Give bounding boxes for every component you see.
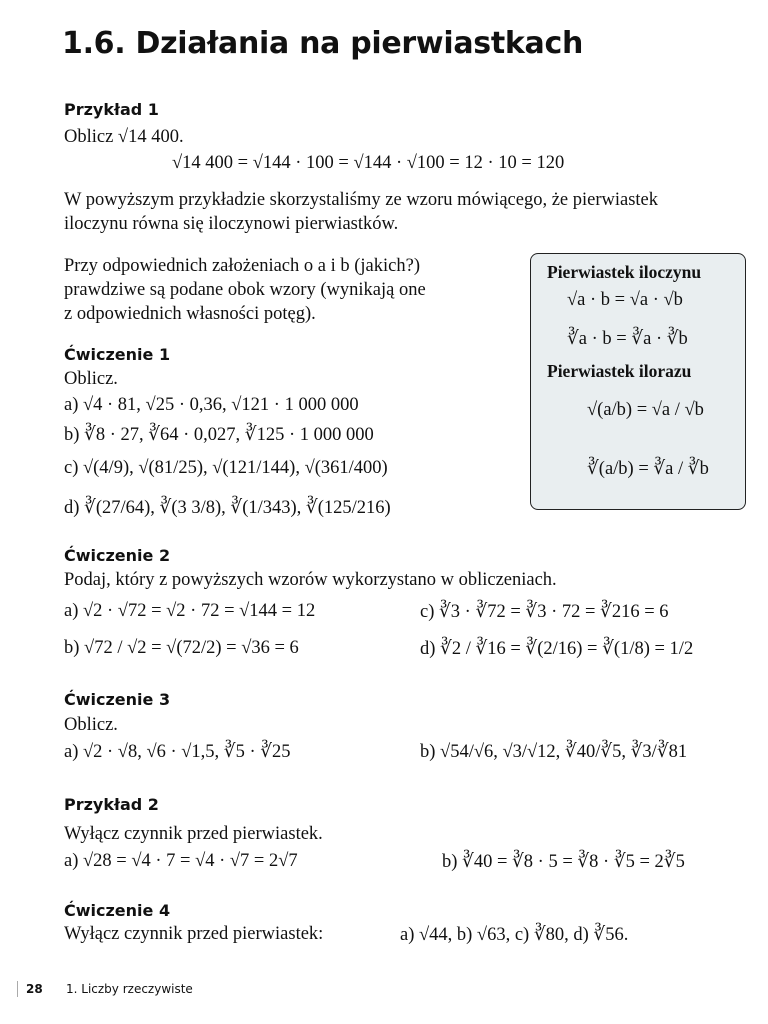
example-2-item: a) √28 = √4 · 7 = √4 · √7 = 2√7 (64, 851, 298, 871)
example-1-equation: √14 400 = √144 · 100 = √144 · √100 = 12 · 10 = 120 (172, 153, 565, 173)
footer-divider (17, 981, 18, 997)
exercise-4-items: a) √44, b) √63, c) ∛80, d) ∛56. (400, 925, 629, 945)
exercise-3-item: b) √54/√6, √3/√12, ∛40/∛5, ∛3/∛81 (420, 742, 688, 762)
section-title: 1.6. Działania na pierwiastkach (62, 26, 584, 61)
example-1-text-line: Przy odpowiednich założeniach o a i b (jakich?) (64, 256, 420, 276)
chapter-label: 1. Liczby rzeczywiste (66, 982, 193, 996)
page-number: 28 (26, 982, 43, 996)
exercise-1-item: d) ∛(27/64), ∛(3 3/8), ∛(1/343), ∛(125/216) (64, 498, 391, 518)
formula-product-cbrt: ∛a · b = ∛a · ∛b (567, 329, 688, 349)
exercise-2-item: c) ∛3 · ∛72 = ∛3 · 72 = ∛216 = 6 (420, 602, 669, 622)
example-1-text-line: prawdziwe są podane obok wzory (wynikają one (64, 280, 426, 300)
exercise-2-heading: Ćwiczenie 2 (64, 546, 171, 565)
exercise-1-item: b) ∛8 · 27, ∛64 · 0,027, ∛125 · 1 000 000 (64, 425, 374, 445)
exercise-1-item: a) √4 · 81, √25 · 0,36, √121 · 1 000 000 (64, 395, 359, 415)
exercise-1-heading: Ćwiczenie 1 (64, 345, 171, 364)
exercise-4-heading: Ćwiczenie 4 (64, 901, 171, 920)
exercise-2-item: b) √72 / √2 = √(72/2) = √36 = 6 (64, 638, 299, 658)
exercise-3-prompt: Oblicz. (64, 715, 118, 735)
exercise-4-prompt: Wyłącz czynnik przed pierwiastek: (64, 924, 324, 944)
exercise-2-item: d) ∛2 / ∛16 = ∛(2/16) = ∛(1/8) = 1/2 (420, 639, 694, 659)
exercise-3-heading: Ćwiczenie 3 (64, 690, 171, 709)
exercise-3-item: a) √2 · √8, √6 · √1,5, ∛5 · ∛25 (64, 742, 291, 762)
example-1-prompt: Oblicz √14 400. (64, 127, 184, 147)
example-1-text-line: iloczynu równa się iloczynowi pierwiastków. (64, 214, 399, 234)
formula-box-product-heading: Pierwiastek iloczynu (547, 262, 702, 282)
formula-product-sqrt: √a · b = √a · √b (567, 290, 683, 310)
example-2-prompt: Wyłącz czynnik przed pierwiastek. (64, 824, 323, 844)
example-1-text-line: W powyższym przykładzie skorzystaliśmy ze wzoru mówiącego, że pierwiastek (64, 190, 659, 210)
formula-quotient-sqrt: √(a/b) = √a / √b (587, 400, 704, 420)
formula-box (530, 253, 746, 510)
example-2-item: b) ∛40 = ∛8 · 5 = ∛8 · ∛5 = 2∛5 (442, 852, 685, 872)
example-1-text-line: z odpowiednich własności potęg). (64, 304, 316, 324)
exercise-1-prompt: Oblicz. (64, 369, 118, 389)
exercise-2-prompt: Podaj, który z powyższych wzorów wykorzystano w obliczeniach. (64, 570, 557, 590)
formula-box-quotient-heading: Pierwiastek ilorazu (547, 361, 692, 381)
example-1-heading: Przykład 1 (64, 100, 159, 119)
example-2-heading: Przykład 2 (64, 795, 159, 814)
exercise-1-item: c) √(4/9), √(81/25), √(121/144), √(361/400) (64, 458, 388, 478)
exercise-2-item: a) √2 · √72 = √2 · 72 = √144 = 12 (64, 601, 316, 621)
formula-quotient-cbrt: ∛(a/b) = ∛a / ∛b (587, 459, 709, 479)
